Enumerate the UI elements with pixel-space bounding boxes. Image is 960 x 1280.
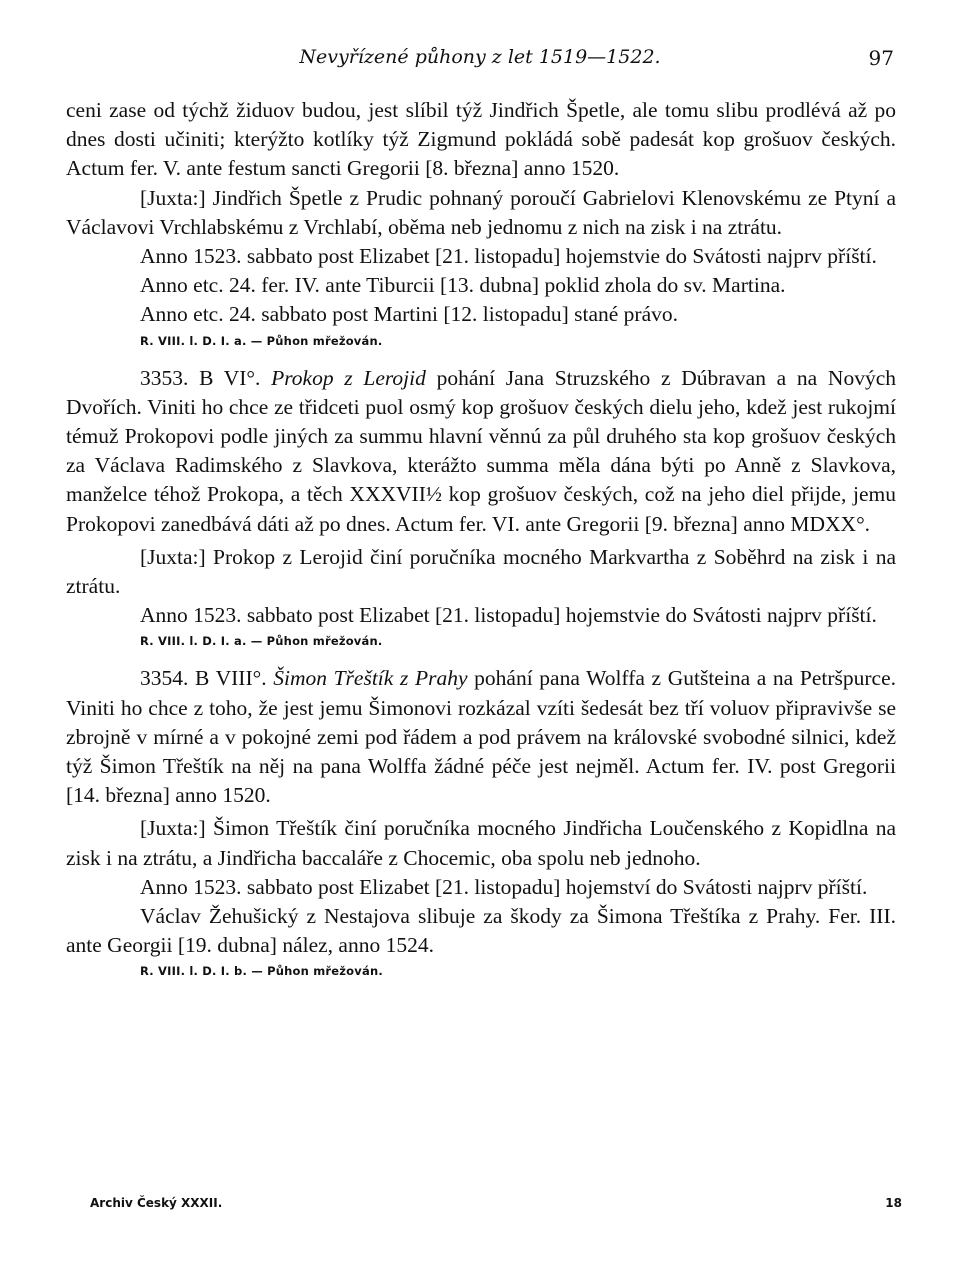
source-reference: R. VIII. l. D. I. a. — Půhon mřežován. bbox=[140, 634, 383, 649]
paragraph-juxta: [Juxta:] Šimon Třeštík činí poručníka mocného Jindřicha Loučenského z Kopidlna na zisk i na ztrátu, a Jindřicha baccaláře z Chocemic, oba spolu neb jednoho. bbox=[66, 816, 896, 870]
source-reference: R. VIII. l. D. I. a. — Půhon mřežován. bbox=[140, 333, 383, 348]
entry-3353 bbox=[66, 364, 896, 539]
paragraph-date: Anno 1523. sabbato post Elizabet [21. listopadu] hojemstvie do Svátosti najprv příští. bbox=[140, 603, 877, 628]
paragraph-juxta: [Juxta:] Jindřich Špetle z Prudic pohnaný poroučí Gabrielovi Klenovskému ze Ptyní a Václavovi Vrchlabskému z Vrchlabí, oběma neb jednomu z nich na zisk i na ztrátu. bbox=[66, 185, 896, 239]
entry-3354 bbox=[66, 664, 896, 810]
entry-person: Prokop z Lerojid bbox=[271, 365, 426, 390]
paragraph-juxta: [Juxta:] Prokop z Lerojid činí poručníka mocného Markvartha z Soběhrd na zisk i na ztrátu. bbox=[66, 544, 896, 599]
footer-signature: 18 bbox=[885, 1196, 902, 1210]
page-header bbox=[66, 46, 894, 76]
paragraph-date: Anno etc. 24. sabbato post Martini [12. listopadu] stané právo. bbox=[140, 302, 678, 327]
paragraph-date: Anno 1523. sabbato post Elizabet [21. listopadu] hojemstvie do Svátosti najprv příští. bbox=[140, 244, 877, 269]
entry-number: 3353. B VI°. bbox=[140, 365, 261, 390]
paragraph-guarantee: Václav Žehušický z Nestajova slibuje za škody za Šimona Třeštíka z Prahy. Fer. III. ante Georgii [19. dubna] nález, anno 1524. bbox=[66, 904, 896, 958]
source-reference: R. VIII. l. D. I. b. — Půhon mřežován. bbox=[140, 964, 383, 979]
page-footer bbox=[90, 1196, 902, 1216]
footer-volume: Archiv Český XXXII. bbox=[90, 1196, 223, 1210]
page-body bbox=[66, 96, 896, 982]
paragraph-date: Anno etc. 24. fer. IV. ante Tiburcii [13. dubna] poklid zhola do sv. Martina. bbox=[140, 273, 786, 298]
entry-number: 3354. B VIII°. bbox=[140, 666, 267, 691]
paragraph-continuation: ceni zase od týchž židuov budou, jest slíbil týž Jindřich Špetle, ale tomu slibu prodlévá až po dnes dosti učiniti; kterýžto kotlíky týž Zigmund pokládá sobě padesát kop grošuov českých. Actum fer. V. ante festum sancti Gregorii [8. března] anno 1520. bbox=[66, 98, 896, 181]
entry-text: pohání Jana Struzského z Dúbravan a na Nových Dvořích. Viniti ho chce ze třidceti puol osmý kop grošuov českých dielu jeho, kdež jest rukojmí témuž Prokopovi podle jiných za summu hlavní věnnú za půl druhého sta kop grošuov českých za Václava Radimského z Slavkova, kterážto summa měla dána býti po Anně z Slavkova, manželce téhož Prokopa, a těch XXXVII½ kop grošuov českých, což na jeho diel přijde, jemu Prokopovi zanedbává dáti až po dnes. Actum fer. VI. ante Gregorii [9. března] anno MDXX°. bbox=[66, 365, 896, 536]
entry-text: pohání pana Wolffa z Gutšteina a na Petršpurce. Viniti ho chce z toho, že jest jemu Šimonovi rozkázal vzíti šedesát bez tří voluov připravivše se zbrojně v mírné a v pokojné zemi pod řádem a pod právem na královské svobodné silnici, kdež týž Šimon Třeštík na něj na pana Wolffa žádné péče jest nejměl. Actum fer. IV. post Gregorii [14. března] anno 1520. bbox=[66, 666, 896, 808]
entry-person: Šimon Třeštík z Prahy bbox=[273, 666, 468, 691]
paragraph-date: Anno 1523. sabbato post Elizabet [21. listopadu] hojemství do Svátosti najprv příští. bbox=[140, 874, 868, 899]
page-number: 97 bbox=[868, 46, 894, 70]
running-title: Nevyřízené půhony z let 1519—1522. bbox=[299, 46, 661, 68]
